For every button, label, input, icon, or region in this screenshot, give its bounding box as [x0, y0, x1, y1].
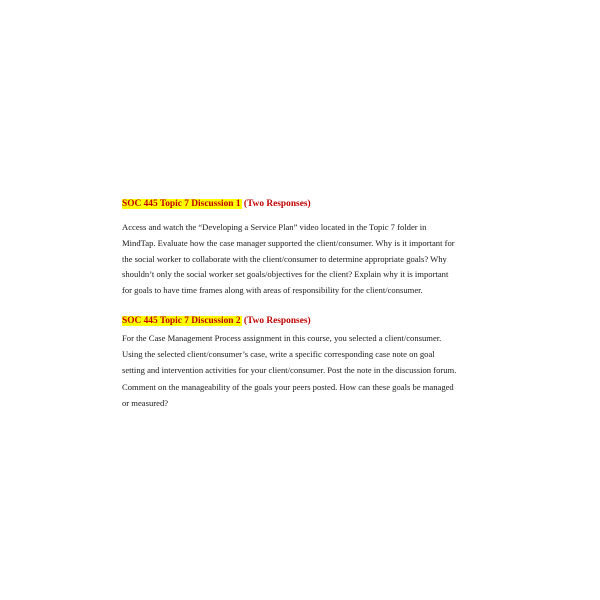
text-line: Access and watch the “Developing a Service Plan” video located in the Topic 7 folder in [122, 222, 427, 232]
text-line: setting and intervention activities for your client/consumer. Post the note in the discussion forum. [122, 365, 457, 376]
text-line: shouldn’t only the social worker set goals/objectives for the client? Explain why it is important [122, 269, 449, 280]
text-line: or measured? [122, 397, 169, 408]
discussion-2-heading [122, 315, 482, 327]
discussion-1-prompt [122, 220, 482, 299]
discussion-1-responses-note: (Two Responses) [241, 199, 311, 209]
discussion-1-title: SOC 445 Topic 7 Discussion 1 [122, 199, 241, 209]
discussion-1-section [122, 198, 482, 299]
text-line: For the Case Management Process assignment in this course, you selected a client/consumer. [122, 333, 442, 343]
text-line: for goals to have time frames along with areas of responsibility for the client/consumer. [122, 285, 423, 296]
discussion-2-responses-note: (Two Responses) [241, 316, 311, 326]
discussion-2-title: SOC 445 Topic 7 Discussion 2 [122, 316, 241, 326]
text-line: Using the selected client/consumer’s case, write a specific corresponding case note on goal [122, 349, 435, 360]
discussion-2-prompt [122, 330, 482, 411]
text-line: Comment on the manageability of the goals your peers posted. How can these goals be managed [122, 381, 454, 392]
discussion-1-heading [122, 198, 482, 210]
text-line: the social worker to collaborate with the client/consumer to determine appropriate goals? Why [122, 253, 447, 264]
text-line: MindTap. Evaluate how the case manager supported the client/consumer. Why is it important for [122, 237, 455, 248]
discussion-2-section [122, 315, 482, 411]
